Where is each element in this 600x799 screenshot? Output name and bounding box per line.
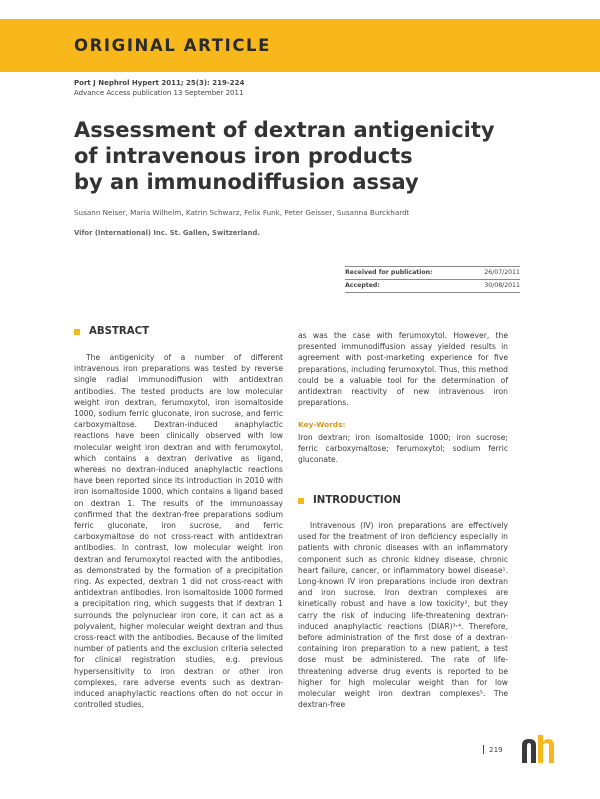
abstract-heading <box>74 326 149 337</box>
advance-access-note: Advance Access publication 13 September 2011 <box>74 89 244 97</box>
bullet-square-icon <box>74 329 80 335</box>
abstract-body-right <box>298 330 508 408</box>
abstract-paragraph-continued: as was the case with ferumoxytol. However, the presented immunodiffusion assay yielded results in agreement with post-marketing experience for five preparations, including ferumoxytol. Thus, this method could be a valuable tool for the determination of antidextran reactivity of new intravenous iron preparations. <box>298 331 508 408</box>
introduction-paragraph: Intravenous (IV) iron preparations are effectively used for the treatment of iron deficiency especially in patients with chronic diseases with an inflammatory component such as chronic kidney disease, chronic heart failure, cancer, or inflammatory bowel disease¹. Long-known IV iron preparations include iron dextran and iron sucrose. Iron dextran complexes are kinetically robust and have a low toxicity², but they carry the risk of inducing life-threatening dextran-induced anaphylactic reactions (DIAR)³˒⁴. Therefore, before administration of the first dose of a dextran-containing iron preparation to a new patient, a test dose must be administered. The rate of life-threatening adverse drug events is reported to be higher for high molecular weight than for low molecular weight iron dextran complexes⁵. The dextran-free <box>298 521 508 710</box>
received-row <box>345 266 520 280</box>
journal-citation: Port J Nephrol Hypert 2011; 25(3): 219-224 <box>74 79 245 87</box>
article-title <box>74 117 544 195</box>
bullet-square-icon <box>298 498 304 504</box>
abstract-heading-text: ABSTRACT <box>89 326 150 337</box>
journal-logo-icon <box>520 733 556 765</box>
introduction-heading <box>298 495 401 506</box>
accepted-date: 30/08/2011 <box>484 282 520 289</box>
article-type-banner <box>0 19 600 72</box>
introduction-body <box>298 520 508 710</box>
publication-dates <box>345 266 520 293</box>
received-label: Received for publication: <box>345 269 433 276</box>
received-date: 26/07/2011 <box>484 269 520 276</box>
page-divider <box>483 745 484 754</box>
journal-info <box>74 78 244 98</box>
abstract-body-left <box>74 352 283 711</box>
title-line: by an immunodiffusion assay <box>74 170 419 194</box>
page-number <box>483 745 503 754</box>
accepted-label: Accepted: <box>345 282 380 289</box>
accepted-row <box>345 280 520 293</box>
introduction-heading-text: INTRODUCTION <box>313 495 401 506</box>
keywords-heading: Key-Words: <box>298 420 346 429</box>
title-line: Assessment of dextran antigenicity <box>74 118 495 142</box>
abstract-paragraph: The antigenicity of a number of different intravenous iron preparations was tested by reverse single radial immunodiffusion with antidextran antibodies. The tested products are low molecular weight iron dextran, ferumoxytol, iron isomaltoside 1000, sodium ferric gluconate, iron sucrose, and ferric carboxymaltose. Dextran-induced anaphylactic reactions have been clinically observed with low molecular weight iron dextran and with ferumoxytol, which contains a dextran derivative as ligand, whereas no dextran-induced anaphylactic reactions have been reported since its introduction in 2010 with iron isomaltoside 1000, which contains a ligand based on dextran 1. The results of the immunoassay confirmed that the dextran-free preparations sodium ferric gluconate, iron sucrose, and ferric carboxymaltose do not cross-react with antidextran antibodies. In contrast, low molecular weight iron dextran and ferumoxytol reacted with the antibodies, as demonstrated by the formation of a precipitation ring. As expected, dextran 1 did not cross-react with antidextran antibodies. Iron isomaltoside 1000 formed a precipitation ring, which suggests that if dextran 1 surrounds the polynuclear iron core, it can act as a polyvalent, higher molecular weight dextran and thus cross-react with the antibodies. Because of the limited number of patients and the exclusion criteria selected for clinical registration studies, e.g. previous hypersensitivity to iron dextran or other iron complexes, rare adverse events such as dextran-induced anaphylactic reactions often do not occur in controlled studies, <box>74 353 283 710</box>
page-number-text: 219 <box>489 745 503 754</box>
affiliation: Vifor (International) Inc. St. Gallen, Switzerland. <box>74 229 260 237</box>
author-list: Susann Neiser, Maria Wilhelm, Katrin Schwarz, Felix Funk, Peter Geisser, Susanna Burckhardt <box>74 208 410 217</box>
keywords-list: Iron dextran; iron isomaltoside 1000; iron sucrose; ferric carboxymaltose; ferumoxytol; sodium ferric gluconate. <box>298 433 508 465</box>
title-line: of intravenous iron products <box>74 144 413 168</box>
article-type-title: ORIGINAL ARTICLE <box>74 36 272 55</box>
